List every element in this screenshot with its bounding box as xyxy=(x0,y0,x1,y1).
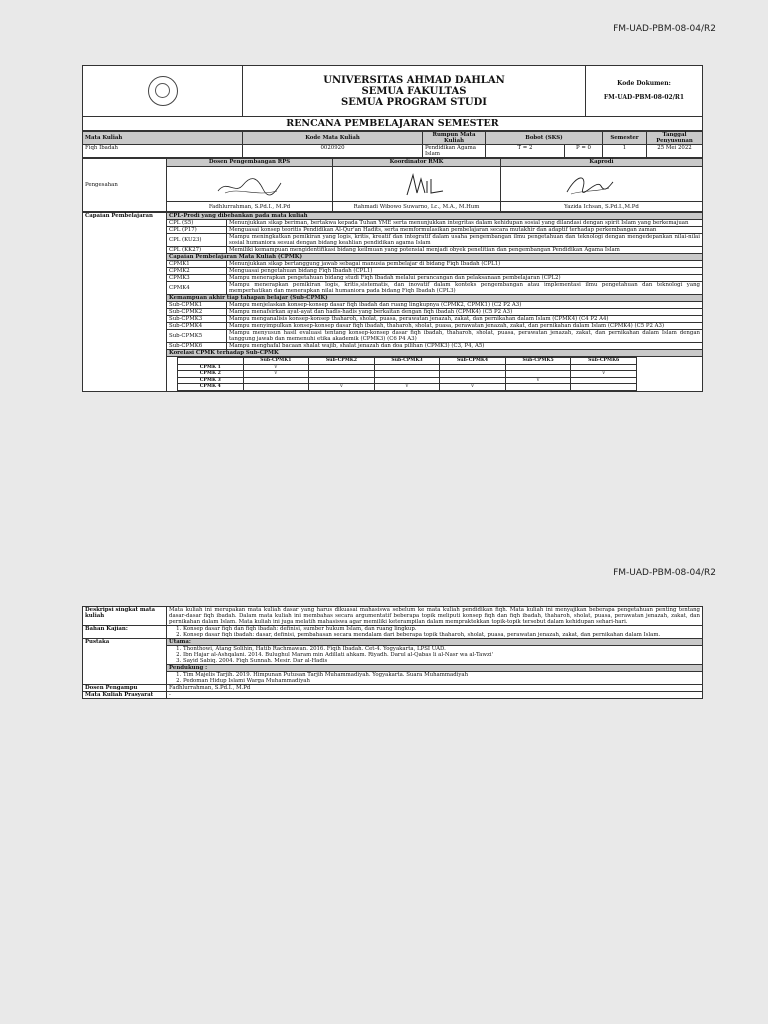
korelasi-col-header: Sub-CPMK2 xyxy=(309,358,375,365)
course-sks-t: T = 2 xyxy=(486,145,565,158)
deskripsi-text: Mata kuliah ini merupakan mata kuliah dasar yang harus dikuasai mahasiswa sebelum ke mata kuliah pendidikan fiqh. Mata kuliah ini menyajikan beberapa pengetahuan penting tentang dasar-dasar fiqh ibadah. Dalam mata kuliah ini membahas secara argumentatif beberapa topik meliputi konsep fiqh dan fiqh ibadah, thaharoh, sholat, puasa, perawatan jenazah, zakat, dan pernikahan dalam Islam. Mata kuliah ini juga melatih mahasiswa agar memiliki keterampilan dalam mempraktekkan topik-topik tersebut dalam kehidupan sehari-hari. xyxy=(167,607,703,626)
university-logo-cell xyxy=(83,66,243,117)
col-kode-mk: Kode Mata Kuliah xyxy=(243,132,423,145)
pustaka-utama-list xyxy=(169,646,700,664)
koordinator-title: Koordinator RMK xyxy=(333,159,501,167)
pustaka-pendukung-item: 1. Tim Majelis Tarjih. 2019. Himpunan Putusan Tarjih Muhammadiyah. Yogyakarta. Suara Muhammadiyah xyxy=(183,672,700,678)
pustaka-utama-label: Utama: xyxy=(167,639,703,646)
korelasi-cell: v xyxy=(309,384,375,391)
cpmk-row-code: CPMK4 xyxy=(167,282,227,295)
pustaka-pendukung-list xyxy=(169,672,700,684)
pustaka-utama-item: 2. Ibn Hajar al-Ashqalani. 2014. Bulughul Maram min Adillati ahkam. Riyadh. Darul al-Qabas li al-Nasr wa al-Tawzi' xyxy=(183,652,700,658)
korelasi-row-label: CPMK 4 xyxy=(178,384,244,391)
deskripsi-label: Deskripsi singkat mata kuliah xyxy=(83,607,167,626)
col-mata-kuliah: Mata Kuliah xyxy=(83,132,243,145)
signature-icon xyxy=(215,173,285,199)
col-rumpun: Rumpun Mata Kuliah xyxy=(423,132,486,145)
course-semester: 1 xyxy=(603,145,647,158)
cpmk-row-text: Menunjukkan sikap bertanggung jawab sebagai manusia pembelajar di bidang Fiqh Ibadah (CPL1) xyxy=(227,261,703,268)
cpl-row-text: Memiliki kemampuan mengidentifikasi bidang keilmuan yang potensial menjadi obyek penelitian dan pengembangan Pendidikan Agama Islam xyxy=(227,247,703,254)
korelasi-row-label: CPMK 1 xyxy=(178,364,244,371)
prasyarat-value: - xyxy=(167,692,703,699)
korelasi-col-header: Sub-CPMK3 xyxy=(374,358,440,365)
kode-dokumen-cell xyxy=(586,66,703,117)
korelasi-col-header: Sub-CPMK4 xyxy=(440,358,506,365)
koordinator-name: Rahmadi Wibowo Suwarno, Lc., M.A., M.Hum xyxy=(333,202,501,212)
sub-cpmk-header: Kemampuan akhir tiap tahapan belajar (Sub-CPMK) xyxy=(167,295,703,302)
korelasi-cell: v xyxy=(243,364,309,371)
col-tanggal: Tanggal Penyusunan xyxy=(647,132,703,145)
course-code: 0020920 xyxy=(243,145,423,158)
kaprodi-signature xyxy=(501,167,703,202)
cpl-row-code: CPL (KK27) xyxy=(167,247,227,254)
cpmk-row-code: CPMK2 xyxy=(167,268,227,275)
bahan-kajian-label: Bahan Kajian: xyxy=(83,626,167,639)
sub-cpmk-row-text: Mampu menghafal bacaan shalat wajib, shalat jenazah dan doa pilihan (CPMK3) (C3, P4, A5) xyxy=(227,343,703,350)
korelasi-cell: v xyxy=(571,371,637,378)
bahan-kajian-content xyxy=(167,626,703,639)
cpl-header: CPL-Prodi yang dibebankan pada mata kuliah xyxy=(167,213,703,220)
kode-dokumen-label: Kode Dokumen: xyxy=(617,80,671,87)
signature-icon xyxy=(403,171,447,199)
bahan-kajian-item: 1. Konsep dasar fiqh dan fiqh ibadah: definisi, sumber hukum Islam, dan ruang lingkup. xyxy=(183,626,700,632)
bahan-kajian-item: 2. Konsep dasar fiqh ibadah: dasar, definisi, pembahasan secara mendalam dari beberapa topik thaharoh, sholat, puasa, perawatan jenazah, zakat, dan pernikahan dalam Islam. xyxy=(183,632,700,638)
kaprodi-title: Kaprodi xyxy=(501,159,703,167)
prasyarat-label: Mata Kuliah Prasyarat xyxy=(83,692,167,699)
sub-cpmk-row-code: Sub-CPMK3 xyxy=(167,316,227,323)
course-info-table xyxy=(82,131,703,158)
korelasi-cell xyxy=(571,384,637,391)
program-name: SEMUA PROGRAM STUDI xyxy=(340,96,487,108)
korelasi-cell xyxy=(505,384,571,391)
rps-header-table xyxy=(82,65,703,131)
signature-icon xyxy=(563,172,617,198)
korelasi-cell: v xyxy=(374,384,440,391)
capaian-label: Capaian Pembelajaran xyxy=(83,213,167,392)
cpl-row-text: Menunjukkan sikap beriman, bertakwa kepada Tuhan YME serta menunjukkan integritas dalam kehidupan sosial yang dilandasi dengan spirit Islam yang berkemajuan xyxy=(227,220,703,227)
sub-cpmk-row-text: Mampu menganalisis konsep-konsep thaharoh, sholat, puasa, perawatan jenazah, zakat, dan pernikahan dalam Islam (CPMK4) (C4 P2 A4) xyxy=(227,316,703,323)
korelasi-col-header: Sub-CPMK5 xyxy=(505,358,571,365)
cpl-row-code: CPL (P17) xyxy=(167,227,227,234)
pustaka-pendukung-content xyxy=(167,672,703,685)
capaian-table xyxy=(82,212,703,392)
university-logo xyxy=(148,76,178,106)
korelasi-cell xyxy=(243,384,309,391)
koordinator-signature xyxy=(333,167,501,202)
sub-cpmk-row-code: Sub-CPMK1 xyxy=(167,302,227,309)
dosen-rps-name: Fadhlurrahman, S.Pd.I., M.Pd xyxy=(167,202,333,212)
dosen-rps-title: Dosen Pengembangan RPS xyxy=(167,159,333,167)
pustaka-label: Pustaka xyxy=(83,639,167,685)
korelasi-matrix-cell xyxy=(167,357,703,392)
course-rumpun: Pendidikan Agama Islam xyxy=(423,145,486,158)
doc-code-top: FM-UAD-PBM-08-04/R2 xyxy=(613,24,716,34)
col-bobot: Bobot (SKS) xyxy=(486,132,603,145)
kode-dokumen-value: FM-UAD-PBM-08-02/R1 xyxy=(603,94,685,101)
course-sks-p: P = 0 xyxy=(565,145,603,158)
cpmk-row-text: Menguasai pengetahuan bidang Fiqh Ibadah (CPL1) xyxy=(227,268,703,275)
course-name: Fiqh Ibadah xyxy=(83,145,243,158)
university-name: UNIVERSITAS AHMAD DAHLAN xyxy=(323,74,505,86)
sub-cpmk-row-code: Sub-CPMK4 xyxy=(167,323,227,330)
rps-page-1 xyxy=(82,65,702,392)
sub-cpmk-row-text: Mampu menjelaskan konsep-konsep dasar fiqh ibadah dan ruang lingkupnya (CPMK2, CPMK1) (C2 P2 A3) xyxy=(227,302,703,309)
cpl-row-code: CPL (S5) xyxy=(167,220,227,227)
document-title: RENCANA PEMBELAJARAN SEMESTER xyxy=(83,117,703,131)
pustaka-pendukung-item: 2. Pedoman Hidup Islami Warga Muhammadiyah xyxy=(183,678,700,684)
pengesahan-label: Pengesahan xyxy=(83,159,167,212)
cpmk-row-code: CPMK3 xyxy=(167,275,227,282)
course-date: 25 Mei 2022 xyxy=(647,145,703,158)
korelasi-row-label: CPMK 3 xyxy=(178,377,244,384)
korelasi-row-label: CPMK 2 xyxy=(178,371,244,378)
pustaka-pendukung-label: Pendukung : xyxy=(167,665,703,672)
cpmk-header: Capaian Pembelajaran Mata Kuliah (CPMK) xyxy=(167,254,703,261)
dosen-signature xyxy=(167,167,333,202)
institution-block xyxy=(243,66,586,117)
sub-cpmk-row-code: Sub-CPMK6 xyxy=(167,343,227,350)
faculty-name: SEMUA FAKULTAS xyxy=(361,85,467,97)
description-table xyxy=(82,606,703,699)
cpmk-row-text: Mampu menerapkan pemikiran logis, kritis,sistematis, dan inovatif dalam konteks pengembangan atau implementasi ilmu pengetahuan dan teknologi yang memperhatikan dan menerapkan nilai humaniora pada bidang Fiqh Ibadah (CPL3) xyxy=(227,282,703,295)
korelasi-cell: v xyxy=(440,384,506,391)
korelasi-header: Korelasi CPMK terhadap Sub-CPMK xyxy=(167,350,703,357)
rps-page-2 xyxy=(82,606,702,699)
korelasi-cell: v xyxy=(505,377,571,384)
korelasi-col-header: Sub-CPMK6 xyxy=(571,358,637,365)
pengesahan-table xyxy=(82,158,703,212)
dosen-pengampu-value: Fadhlurrahman, S.Pd.I., M.Pd xyxy=(167,685,703,692)
sub-cpmk-row-code: Sub-CPMK2 xyxy=(167,309,227,316)
cpl-row-text: Mampu meningkatkan pemikiran yang logis, kritis, kreatif dan integratif dalam usaha pengembangan ilmu pengetahuan dan teknologi dengan mengedepankan nilai-nilai sosial humaniora sesuai dengan bidang keahlian pendidikan agama Islam xyxy=(227,234,703,247)
bahan-kajian-list xyxy=(169,626,700,638)
sub-cpmk-row-text: Mampu menafsirkan ayat-ayat dan hadis-hadis yang berkaitan dengan fiqh ibadah (CPMK4) (C5 P2 A3) xyxy=(227,309,703,316)
korelasi-col-header: Sub-CPMK1 xyxy=(243,358,309,365)
col-semester: Semester xyxy=(603,132,647,145)
doc-code-top-page2: FM-UAD-PBM-08-04/R2 xyxy=(613,568,716,578)
kaprodi-name: Yazida Ichsan, S.Pd.I.,M.Pd xyxy=(501,202,703,212)
pustaka-utama-item: 3. Sayid Sabiq. 2004. Fiqh Sunnah. Mesir. Dar al-Hadis xyxy=(183,658,700,664)
sub-cpmk-row-text: Mampu menyimpulkan konsep-konsep dasar fiqh ibadah, thaharoh, sholat, puasa, perawatan jenazah, zakat, dan pernikahan dalam Islam (CPMK4) (C5 P2 A3) xyxy=(227,323,703,330)
pustaka-utama-item: 1. Thonthowi, Atang Solihin, Hatib Rachmawan. 2016. Fiqih Ibadah. Cet-4. Yogyakarta, LPSI UAD. xyxy=(183,646,700,652)
cpl-row-code: CPL (KU23) xyxy=(167,234,227,247)
sub-cpmk-row-code: Sub-CPMK5 xyxy=(167,330,227,343)
cpmk-row-text: Mampu menerapkan pengetahuan bidang studi Fiqh Ibadah melalui perancangan dan pelaksanaan pembelajaran (CPL2) xyxy=(227,275,703,282)
korelasi-matrix xyxy=(177,357,637,391)
cpl-row-text: Menguasai konsep teoritis Pendidikan Al-Qur'an Hadits, serta memformulasikan pembelajaran secara mutakhir dan adaptif terhadap perkembangan zaman xyxy=(227,227,703,234)
sub-cpmk-row-text: Mampu menyusun hasil evaluasi tentang konsep-konsep dasar fiqh ibadah, thaharoh, sholat, puasa, perawatan jenazah, zakat, dan pernikahan dalam Islam dengan tanggung jawab dan memenuhi etika akademik (CPMK3) (C6 P4 A3) xyxy=(227,330,703,343)
cpmk-row-code: CPMK1 xyxy=(167,261,227,268)
korelasi-cell: v xyxy=(243,371,309,378)
dosen-pengampu-label: Dosen Pengampu xyxy=(83,685,167,692)
pustaka-utama-content xyxy=(167,646,703,665)
